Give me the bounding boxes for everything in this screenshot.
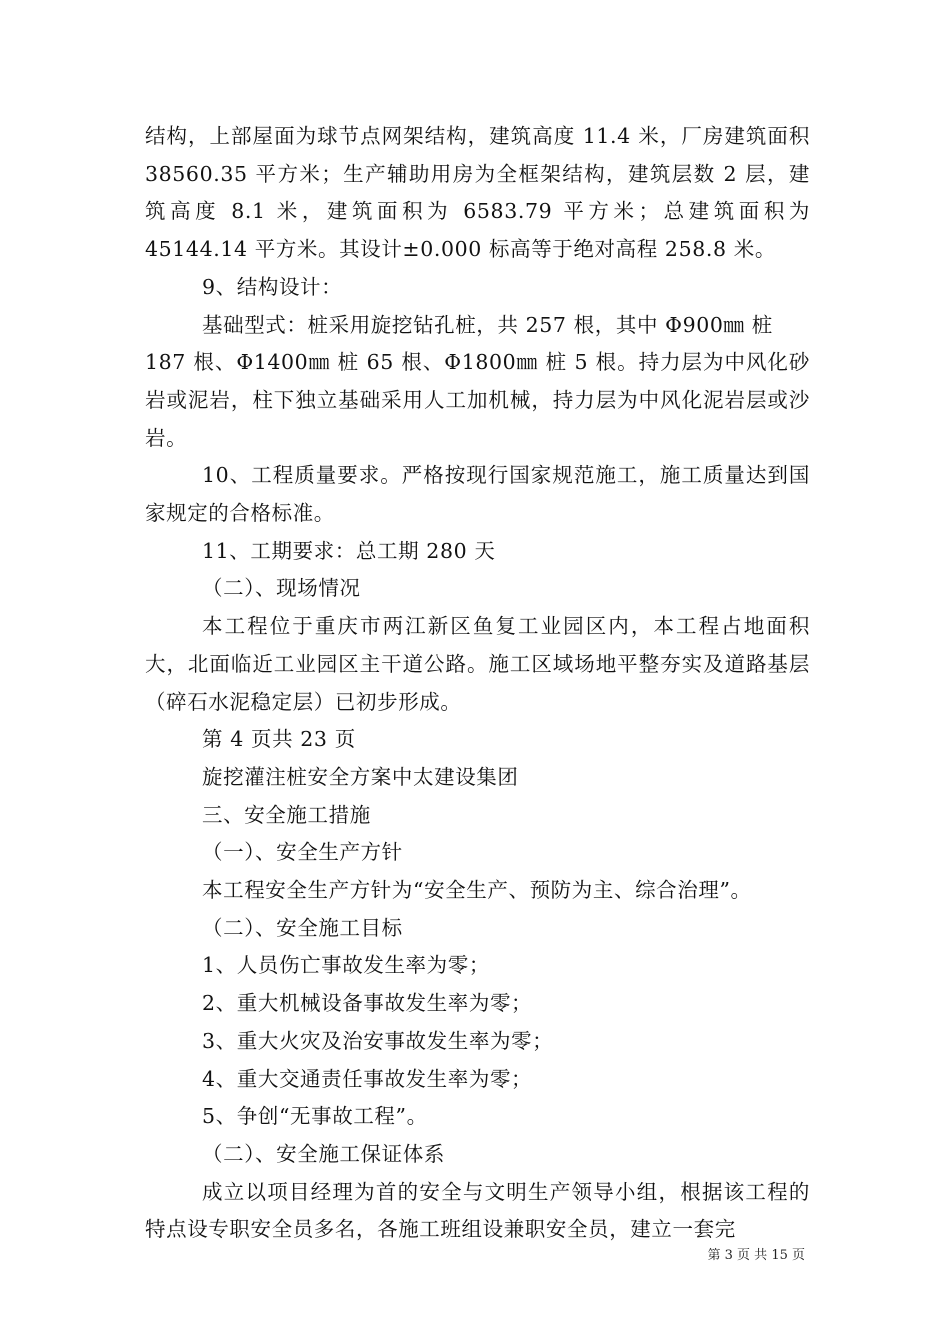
inline-running-header: 旋挖灌注桩安全方案中太建设集团 xyxy=(202,764,519,789)
list-item: 2、重大机械设备事故发生率为零； xyxy=(202,991,533,1016)
page-footer: 第 3 页 共 15 页 xyxy=(707,1248,805,1263)
section-heading: 三、安全施工措施 xyxy=(202,802,371,827)
section-heading: （二）、安全施工目标 xyxy=(202,915,403,940)
paragraph: 11、工期要求：总工期 280 天 xyxy=(202,538,496,563)
paragraph: 10、工程质量要求。严格按现行国家规范施工，施工质量达到国家规定的合格标准。 xyxy=(145,463,810,526)
section-heading: （二）、现场情况 xyxy=(202,576,361,601)
list-item: 1、人员伤亡事故发生率为零； xyxy=(202,953,490,978)
paragraph: 187 根、Φ1400㎜ 桩 65 根、Φ1800㎜ 桩 5 根。持力层为中风化砂岩或泥岩，柱下独立基础采用人工加机械，持力层为中风化泥岩层或沙岩。 xyxy=(145,350,810,450)
paragraph: 成立以项目经理为首的安全与文明生产领导小组，根据该工程的特点设专职安全员多名，各施工班组设兼职安全员，建立一套完 xyxy=(145,1179,810,1242)
inline-page-number: 第 4 页共 23 页 xyxy=(202,727,356,752)
paragraph: 本工程位于重庆市两江新区鱼复工业园区内，本工程占地面积大，北面临近工业园区主干道公路。施工区域场地平整夯实及道路基层（碎石水泥稳定层）已初步形成。 xyxy=(145,614,810,714)
paragraph: 基础型式：桩采用旋挖钻孔桩，共 257 根，其中 Φ900㎜ 桩 xyxy=(202,312,773,337)
section-heading: （二）、安全施工保证体系 xyxy=(202,1141,445,1166)
document-body xyxy=(145,118,810,1249)
paragraph: 9、结构设计： xyxy=(202,274,343,299)
list-item: 4、重大交通责任事故发生率为零； xyxy=(202,1066,533,1091)
section-heading: （一）、安全生产方针 xyxy=(202,840,403,865)
list-item: 5、争创“无事故工程”。 xyxy=(202,1104,428,1129)
list-item: 3、重大火灾及治安事故发生率为零； xyxy=(202,1028,554,1053)
paragraph: 本工程安全生产方针为“安全生产、预防为主、综合治理”。 xyxy=(202,878,752,903)
paragraph: 结构，上部屋面为球节点网架结构，建筑高度 11.4 米，厂房建筑面积 38560.35 平方米；生产辅助用房为全框架结构，建筑层数 2 层，建筑高度 8.1 米，建筑面积为 6583.79 平方米；总建筑面积为 45144.14 平方米。其设计±0.000 标高等于绝对高程 258.8 米。 xyxy=(145,124,810,262)
